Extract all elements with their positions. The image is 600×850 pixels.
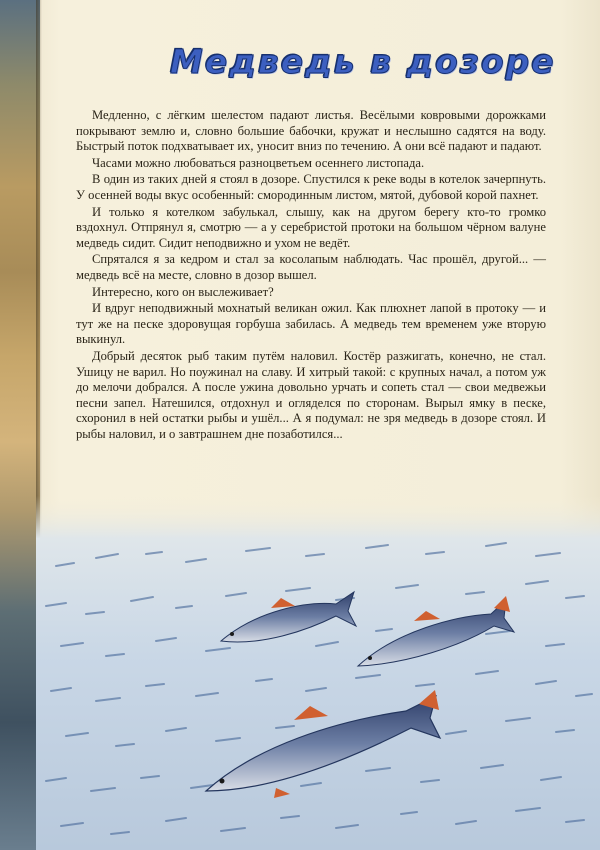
river-water bbox=[36, 496, 600, 850]
paragraph: Медленно, с лёгким шелестом падают листья. Весёлыми ковровыми дорожками покрывают землю и, словно большие бабочки, кружат и неслышно садятся на воду. Быстрый поток подхватывает их, уносит вниз по течению. А они всё падают и падают. bbox=[76, 108, 546, 154]
paragraph: Спрятался я за кедром и стал за косолапым наблюдать. Час прошёл, другой... — медведь всё на месте, словно в дозор вышел. bbox=[76, 252, 546, 282]
story-text bbox=[76, 108, 546, 443]
paragraph: Часами можно любоваться разноцветьем осеннего листопада. bbox=[92, 155, 425, 170]
story-title: Медведь в дозоре bbox=[170, 42, 556, 81]
adjacent-page-edge bbox=[0, 0, 40, 850]
fish-in-river-illustration bbox=[36, 496, 600, 850]
paragraph: Интересно, кого он выслеживает? bbox=[92, 284, 274, 299]
paragraph: И вдруг неподвижный мохнатый великан ожил. Как плюхнет лапой в протоку — и тут же на песке здоровущая горбуша забилась. А медведь тем временем уже вторую выкинул. bbox=[76, 301, 546, 347]
paragraph: И только я котелком забулькал, слышу, как на другом берегу кто-то громко вздохнул. Отпрянул я, смотрю — а у серебристой протоки на большом чёрном валуне медведь сидит. Сидит неподвижно и ухом не ведёт. bbox=[76, 204, 546, 250]
paragraph: В один из таких дней я стоял в дозоре. Спустился к реке воды в котелок зачерпнуть. У осенней воды вкус особенный: смородинным листом, мятой, дубовой корой пахнет. bbox=[76, 172, 546, 202]
paragraph: Добрый десяток рыб таким путём наловил. Костёр разжигать, конечно, не стал. Ушицу не варил. Но поужинал на славу. И хитрый такой: с крупных начал, а потом уж до мелочи добрался. А после ужина довольно урчать и сопеть стал — свои медвежьи песни запел. Натешился, отдохнул и огляделся по сторонам. Вырыл ямку в песке, схоронил в ней остатки рыбы и ушёл... А я подумал: не зря медведь в дозоре стоял. И рыбы наловил, и о завтрашнем дне позаботился... bbox=[76, 348, 546, 441]
